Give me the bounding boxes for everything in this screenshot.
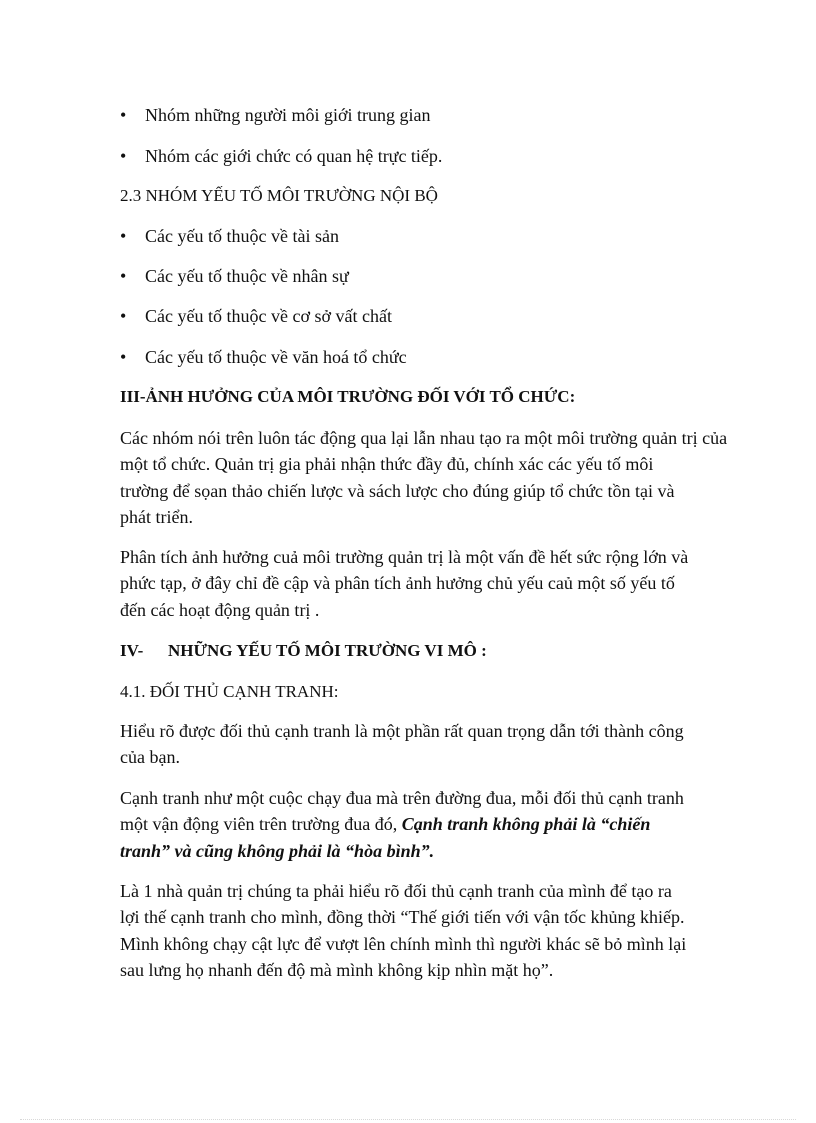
paragraph-line: sau lưng họ nhanh đến độ mà mình không kịp nhìn mặt họ”. (120, 960, 554, 980)
paragraph-line: của bạn. (120, 747, 180, 767)
list-item-text: Nhóm các giới chức có quan hệ trực tiếp. (145, 146, 443, 166)
list-item-text: Nhóm những người môi giới trung gian (145, 105, 431, 125)
bullet-icon: • (120, 347, 127, 367)
paragraph-line: lợi thế cạnh tranh cho mình, đồng thời “Thế giới tiến với vận tốc khủng khiếp. (120, 907, 685, 927)
paragraph-line: một tổ chức. Quản trị gia phải nhận thức đầy đủ, chính xác các yếu tố môi (120, 454, 654, 474)
list-item-text: Các yếu tố thuộc về văn hoá tổ chức (145, 347, 407, 367)
paragraph-line: Cạnh tranh như một cuộc chạy đua mà trên đường đua, mỗi đối thủ cạnh tranh (120, 788, 684, 808)
paragraph-line: đến các hoạt động quản trị . (120, 600, 320, 620)
list-item-text: Các yếu tố thuộc về cơ sở vất chất (145, 306, 392, 326)
paragraph-line: Mình không chạy cật lực để vượt lên chính mình thì người khác sẽ bỏ mình lại (120, 934, 687, 954)
section-heading-iv-title: NHỮNG YẾU TỐ MÔI TRƯỜNG VI MÔ : (168, 641, 487, 660)
list-item-text: Các yếu tố thuộc về tài sản (145, 226, 339, 246)
bullet-icon: • (120, 146, 127, 166)
emphasized-text: tranh” và cũng không phải là “hòa bình”. (120, 841, 435, 861)
section-heading-iii: III-ẢNH HƯỞNG CỦA MÔI TRƯỜNG ĐỐI VỚI TỔ CHỨC: (120, 387, 576, 406)
paragraph-line (120, 813, 650, 835)
section-heading-iv (120, 640, 487, 662)
section-heading-2-3: 2.3 NHÓM YẾU TỐ MÔI TRƯỜNG NỘI BỘ (120, 186, 438, 205)
section-heading-iv-number: IV- (120, 641, 144, 660)
paragraph-line: phát triển. (120, 507, 193, 527)
bullet-icon: • (120, 306, 127, 326)
emphasized-text: Cạnh tranh không phải là “chiến (401, 814, 651, 834)
paragraph-line: Là 1 nhà quản trị chúng ta phải hiểu rõ đối thủ cạnh tranh của mình để tạo ra (120, 881, 672, 901)
paragraph-line: Các nhóm nói trên luôn tác động qua lại lẫn nhau tạo ra một môi trường quản trị của (120, 428, 728, 448)
list-item-text: Các yếu tố thuộc về nhân sự (145, 266, 349, 286)
bullet-icon: • (120, 226, 127, 246)
paragraph-line: trường để sọan thảo chiến lược và sách lược cho đúng giúp tổ chức tồn tại và (120, 481, 675, 501)
paragraph-line: Phân tích ảnh hưởng cuả môi trường quản trị là một vấn đề hết sức rộng lớn và (120, 547, 689, 567)
paragraph-text: một vận động viên trên trường đua đó, (120, 814, 402, 834)
paragraph-line: Hiểu rõ được đối thủ cạnh tranh là một phần rất quan trọng dẫn tới thành công (120, 721, 684, 741)
bullet-icon: • (120, 105, 127, 125)
section-heading-4-1: 4.1. ĐỐI THỦ CẠNH TRANH: (120, 682, 339, 701)
bullet-icon: • (120, 266, 127, 286)
page-bottom-divider (20, 1119, 796, 1120)
paragraph-line: phức tạp, ở đây chỉ đề cập và phân tích ảnh hưởng chủ yếu caủ một số yếu tố (120, 573, 675, 593)
